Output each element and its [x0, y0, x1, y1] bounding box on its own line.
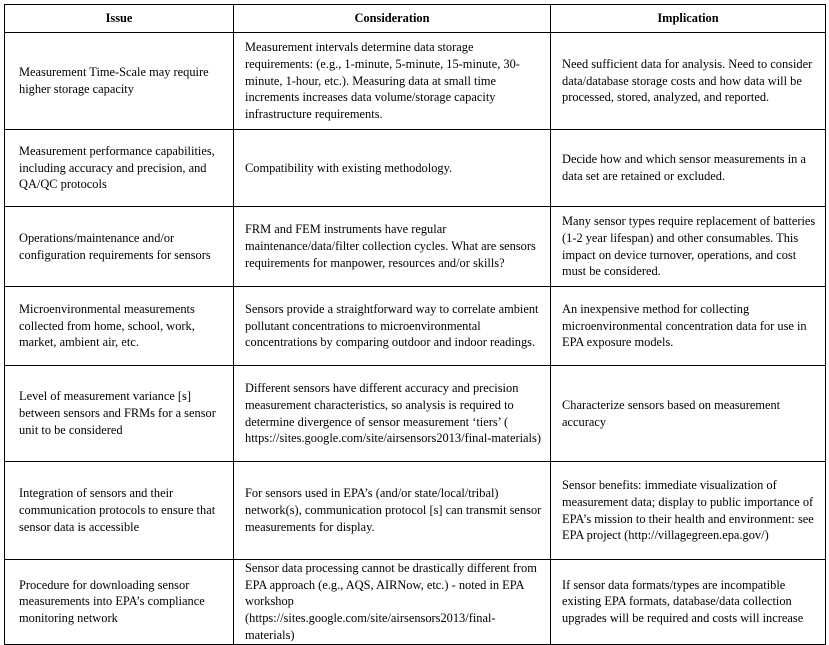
consideration-cell: Measurement intervals determine data storage requirements: (e.g., 1-minute, 5-minute, 15-minute, 30-minute, 1-hour, etc.). Measuring data at small time increments increases data volume/storage capacity infrastructure requirements. [234, 33, 551, 130]
implication-cell: Sensor benefits: immediate visualization of measurement data; display to public importance of EPA’s mission to their health and environment: see EPA project (http://villagegreen.epa.gov/) [551, 462, 826, 560]
table-row [5, 560, 826, 645]
table-row [5, 366, 826, 462]
header-issue: Issue [5, 5, 234, 33]
table-row [5, 287, 826, 366]
header-consideration: Consideration [234, 5, 551, 33]
consideration-cell: For sensors used in EPA’s (and/or state/local/tribal) network(s), communication protocol [s] can transmit sensor measurements for display. [234, 462, 551, 560]
table-row [5, 207, 826, 287]
issue-cell: Integration of sensors and their communication protocols to ensure that sensor data is accessible [5, 462, 234, 560]
table-row [5, 33, 826, 130]
consideration-cell: Sensors provide a straightforward way to correlate ambient pollutant concentrations to microenvironmental concentrations by comparing outdoor and indoor readings. [234, 287, 551, 366]
considerations-table [4, 4, 826, 645]
issue-cell: Measurement Time-Scale may require higher storage capacity [5, 33, 234, 130]
consideration-cell: FRM and FEM instruments have regular maintenance/data/filter collection cycles. What are sensors requirements for manpower, resources and/or skills? [234, 207, 551, 287]
implication-cell: If sensor data formats/types are incompatible existing EPA formats, database/data collection upgrades will be required and costs will increase [551, 560, 826, 645]
implication-cell: Characterize sensors based on measurement accuracy [551, 366, 826, 462]
consideration-cell: Different sensors have different accuracy and precision measurement characteristics, so analysis is required to determine divergence of sensor measurement ‘tiers’ ( https://sites.google.com/site/airsensors2013/final-materials) [234, 366, 551, 462]
table-header-row [5, 5, 826, 33]
implication-cell: Many sensor types require replacement of batteries (1-2 year lifespan) and other consumables. This impact on device turnover, operations, and cost must be considered. [551, 207, 826, 287]
consideration-cell: Compatibility with existing methodology. [234, 130, 551, 207]
consideration-cell: Sensor data processing cannot be drastically different from EPA approach (e.g., AQS, AIRNow, etc.) - noted in EPA workshop (https://sites.google.com/site/airsensors2013/final-materials) [234, 560, 551, 645]
implication-cell: An inexpensive method for collecting microenvironmental concentration data for use in EPA exposure models. [551, 287, 826, 366]
header-implication: Implication [551, 5, 826, 33]
issue-cell: Microenvironmental measurements collected from home, school, work, market, ambient air, etc. [5, 287, 234, 366]
issue-cell: Operations/maintenance and/or configuration requirements for sensors [5, 207, 234, 287]
table-row [5, 130, 826, 207]
implication-cell: Decide how and which sensor measurements in a data set are retained or excluded. [551, 130, 826, 207]
issue-cell: Measurement performance capabilities, including accuracy and precision, and QA/QC protocols [5, 130, 234, 207]
issue-cell: Level of measurement variance [s] between sensors and FRMs for a sensor unit to be considered [5, 366, 234, 462]
issue-cell: Procedure for downloading sensor measurements into EPA’s compliance monitoring network [5, 560, 234, 645]
implication-cell: Need sufficient data for analysis. Need to consider data/database storage costs and how data will be processed, stored, analyzed, and reported. [551, 33, 826, 130]
table-row [5, 462, 826, 560]
